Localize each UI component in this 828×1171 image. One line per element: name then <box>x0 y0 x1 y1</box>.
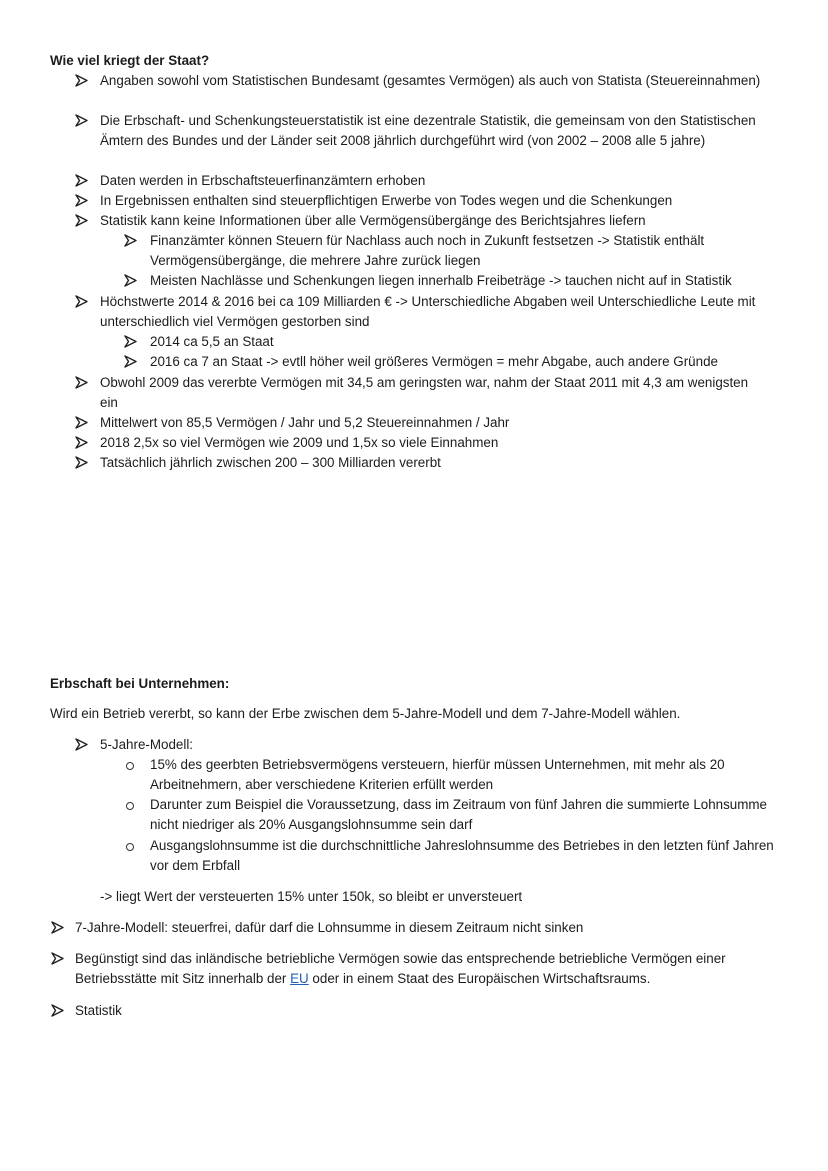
circle-bullet-icon <box>126 843 134 851</box>
circle-list-item: Darunter zum Beispiel die Voraussetzung, dass im Zeitraum von fünf Jahren die summierte Lohnsumme nicht niedriger als 20% Ausgangslohnsumme sein darf <box>125 795 775 835</box>
list-item: 7-Jahre-Modell: steuerfrei, dafür darf die Lohnsumme in diesem Zeitraum nicht sinken <box>51 918 781 938</box>
model5-note: -> liegt Wert der versteuerten 15% unter 150k, so bleibt er unversteuert <box>100 889 523 904</box>
circle-list-item: 15% des geerbten Betriebsvermögens versteuern, hierfür müssen Unternehmen, mit mehr als 20 Arbeitnehmern, aber verschiedene Kriterien erfüllt werden <box>125 755 775 795</box>
arrow-bullet-icon <box>75 436 88 449</box>
sub-list-item: Finanzämter können Steuern für Nachlass auch noch in Zukunft festsetzen -> Statistik enthält Vermögensübergänge, die mehrere Jahre zurück liegen <box>124 231 774 271</box>
circle-bullet-icon <box>126 762 134 770</box>
list-item: In Ergebnissen enthalten sind steuerpflichtigen Erwerbe von Todes wegen und die Schenkungen <box>75 191 775 211</box>
list-item: Mittelwert von 85,5 Vermögen / Jahr und 5,2 Steuereinnahmen / Jahr <box>75 413 775 433</box>
arrow-bullet-icon <box>75 295 88 308</box>
list-item: Obwohl 2009 das vererbte Vermögen mit 34,5 am geringsten war, nahm der Staat 2011 mit 4,3 am wenigsten ein <box>75 373 755 413</box>
intro-paragraph: Wird ein Betrieb vererbt, so kann der Erbe zwischen dem 5-Jahre-Modell und dem 7-Jahre-Modell wählen. <box>50 706 681 721</box>
arrow-bullet-icon <box>75 194 88 207</box>
list-item: Die Erbschaft- und Schenkungsteuerstatistik ist eine dezentrale Statistik, die gemeinsam von den Statistischen Ämtern des Bundes und der Länder seit 2008 jährlich durchgeführt wird (von 2002 – 2008 alle 5 jahre) <box>75 111 787 151</box>
eu-link[interactable]: EU <box>290 971 309 986</box>
list-item: Höchstwerte 2014 & 2016 bei ca 109 Milliarden € -> Unterschiedliche Abgaben weil Unterschiedliche Leute mit unterschiedlich viel Vermögen gestorben sind <box>75 292 775 332</box>
arrow-bullet-icon <box>51 952 64 965</box>
list-item: Daten werden in Erbschaftsteuerfinanzämtern erhoben <box>75 171 775 191</box>
list-item: 2018 2,5x so viel Vermögen wie 2009 und 1,5x so viele Einnahmen <box>75 433 775 453</box>
arrow-bullet-icon <box>75 416 88 429</box>
arrow-bullet-icon <box>51 1004 64 1017</box>
arrow-bullet-icon <box>75 114 88 127</box>
arrow-bullet-icon <box>75 738 88 751</box>
arrow-bullet-icon <box>75 74 88 87</box>
arrow-bullet-icon <box>124 335 137 348</box>
sub-list-item: 2016 ca 7 an Staat -> evtll höher weil größeres Vermögen = mehr Abgabe, auch andere Gründe <box>124 352 774 372</box>
list-item: Statistik kann keine Informationen über alle Vermögensübergänge des Berichtsjahres liefern <box>75 211 775 231</box>
arrow-bullet-icon <box>124 355 137 368</box>
circle-list-item: Ausgangslohnsumme ist die durchschnittliche Jahreslohnsumme des Betriebes in den letzten fünf Jahren vor dem Erbfall <box>125 836 780 876</box>
list-item: Angaben sowohl vom Statistischen Bundesamt (gesamtes Vermögen) als auch von Statista (Steuereinnahmen) <box>75 71 775 91</box>
arrow-bullet-icon <box>75 456 88 469</box>
arrow-bullet-icon <box>51 921 64 934</box>
arrow-bullet-icon <box>75 214 88 227</box>
list-item: Begünstigt sind das inländische betriebliche Vermögen sowie das entsprechende betriebliche Vermögen einer Betriebsstätte mit Sitz innerhalb der EU oder in einem Staat des Europäischen Wirtschaftsraums. <box>51 949 781 989</box>
section-heading: Erbschaft bei Unternehmen: <box>50 676 230 691</box>
arrow-bullet-icon <box>75 174 88 187</box>
list-item: 5-Jahre-Modell: <box>75 735 775 755</box>
sub-list-item: Meisten Nachlässe und Schenkungen liegen innerhalb Freibeträge -> tauchen nicht auf in Statistik <box>124 271 804 291</box>
circle-bullet-icon <box>126 802 134 810</box>
section-heading: Wie viel kriegt der Staat? <box>50 53 210 68</box>
arrow-bullet-icon <box>124 234 137 247</box>
sub-list-item: 2014 ca 5,5 an Staat <box>124 332 774 352</box>
arrow-bullet-icon <box>124 274 137 287</box>
arrow-bullet-icon <box>75 376 88 389</box>
list-item: Statistik <box>51 1001 751 1021</box>
list-item: Tatsächlich jährlich zwischen 200 – 300 Milliarden vererbt <box>75 453 775 473</box>
